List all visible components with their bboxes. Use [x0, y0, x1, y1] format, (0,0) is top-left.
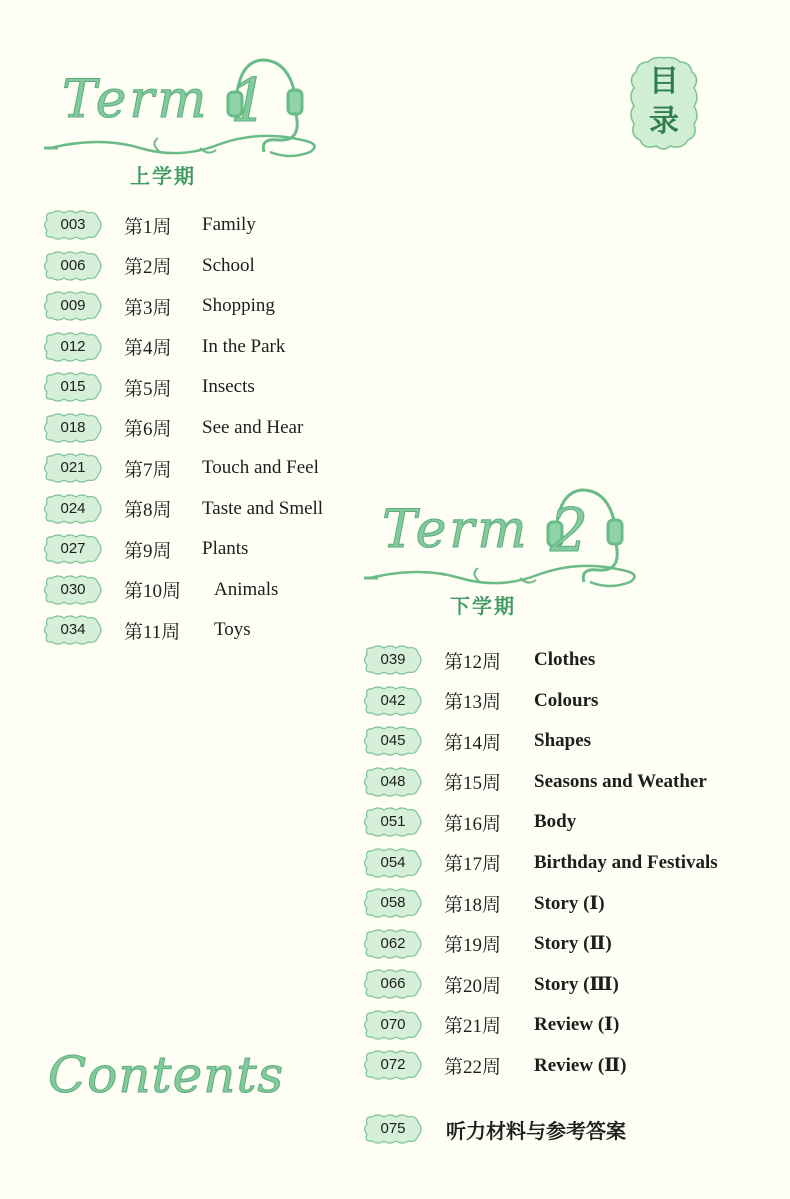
toc-item[interactable] [44, 327, 323, 368]
page-badge [364, 807, 422, 837]
page-number: 048 [380, 772, 406, 790]
unit-title: Story (Ⅰ) [534, 892, 605, 914]
term2-header [360, 482, 660, 632]
unit-title: In the Park [202, 335, 286, 357]
unit-title: Animals [214, 578, 279, 600]
page-badge [44, 291, 102, 321]
toc-item[interactable] [364, 843, 718, 884]
term1-header [40, 52, 340, 202]
unit-title: Toys [214, 619, 251, 641]
week-label: 第7周 [124, 459, 172, 481]
page-number: 018 [60, 418, 86, 436]
unit-title: Insects [202, 376, 255, 398]
week-label: 第5周 [124, 378, 172, 400]
page-badge [44, 251, 102, 281]
page-number: 039 [380, 651, 406, 669]
mulu-badge [630, 56, 698, 150]
toc-item[interactable] [364, 883, 718, 924]
week-label: 第21周 [444, 1016, 502, 1038]
week-label: 第12周 [444, 651, 502, 673]
unit-title: Family [202, 214, 256, 236]
page-badge [364, 767, 422, 797]
week-label: 第13周 [444, 692, 502, 714]
toc-item[interactable] [364, 721, 718, 762]
page-number: 075 [380, 1120, 406, 1137]
term1-subtitle: 上学期 [130, 164, 196, 188]
toc-item[interactable] [364, 681, 718, 722]
page-badge [44, 534, 102, 564]
answers-title: 听力材料与参考答案 [446, 1120, 626, 1143]
toc-item[interactable] [44, 246, 323, 287]
week-label: 第10周 [124, 581, 182, 603]
toc-item[interactable] [44, 286, 323, 327]
page-number: 009 [60, 297, 86, 315]
page-badge [44, 453, 102, 483]
term1-toc-list [44, 205, 323, 651]
page-number: 072 [380, 1056, 406, 1074]
mulu-label [630, 62, 698, 142]
page-badge [44, 413, 102, 443]
unit-title: Shopping [202, 295, 275, 317]
page-number: 062 [380, 934, 406, 952]
week-label: 第20周 [444, 975, 502, 997]
toc-item[interactable] [364, 1005, 718, 1046]
contents-word: Contents [48, 1046, 285, 1104]
unit-title: Plants [202, 538, 249, 560]
page-number: 027 [60, 540, 86, 558]
page-badge [44, 332, 102, 362]
toc-item[interactable] [44, 448, 323, 489]
toc-item[interactable] [44, 570, 323, 611]
week-label: 第4周 [124, 338, 172, 360]
unit-title: Body [534, 811, 577, 833]
unit-title: Birthday and Festivals [534, 851, 718, 873]
toc-item[interactable] [44, 205, 323, 246]
week-label: 第1周 [124, 216, 172, 238]
unit-title: School [202, 254, 255, 276]
toc-item[interactable] [364, 762, 718, 803]
term2-toc-list [364, 640, 718, 1086]
toc-item[interactable] [364, 924, 718, 965]
term1-number: 1 [230, 66, 269, 136]
page-number: 030 [60, 580, 86, 598]
unit-title: See and Hear [202, 416, 304, 438]
page-badge [364, 686, 422, 716]
page-number: 054 [380, 853, 406, 871]
week-label: 第15周 [444, 773, 502, 795]
week-label: 第8周 [124, 500, 172, 522]
page-number: 024 [60, 499, 86, 517]
page-number: 066 [380, 975, 406, 993]
page-number: 045 [380, 732, 406, 750]
week-label: 第18周 [444, 894, 502, 916]
week-label: 第16周 [444, 813, 502, 835]
toc-item[interactable] [364, 802, 718, 843]
page-badge [364, 726, 422, 756]
page-number: 003 [60, 216, 86, 234]
unit-title: Touch and Feel [202, 457, 319, 479]
term2-subtitle: 下学期 [450, 594, 516, 618]
toc-item[interactable] [364, 640, 718, 681]
page-badge [364, 888, 422, 918]
page-badge [364, 929, 422, 959]
toc-item[interactable] [364, 964, 718, 1005]
week-label: 第3周 [124, 297, 172, 319]
page-badge [364, 1050, 422, 1080]
toc-item[interactable] [364, 1045, 718, 1086]
toc-item[interactable] [44, 367, 323, 408]
page-number: 021 [60, 459, 86, 477]
week-label: 第9周 [124, 540, 172, 562]
week-label: 第17周 [444, 854, 502, 876]
page-number: 058 [380, 894, 406, 912]
page-number: 015 [60, 378, 86, 396]
page-badge [364, 645, 422, 675]
term2-number: 2 [550, 496, 589, 566]
mulu-bottom-char: 录 [649, 104, 679, 139]
answers-entry[interactable] [364, 1114, 626, 1144]
unit-title: Story (Ⅱ) [534, 933, 612, 955]
week-label: 第19周 [444, 935, 502, 957]
toc-item[interactable] [44, 610, 323, 651]
page-badge [44, 575, 102, 605]
unit-title: Review (Ⅱ) [534, 1054, 627, 1076]
page-badge [364, 1114, 422, 1144]
term2-word: Term [382, 500, 530, 560]
page-number: 070 [380, 1015, 406, 1033]
unit-title: Taste and Smell [202, 497, 324, 519]
page-number: 042 [380, 691, 406, 709]
unit-title: Story (Ⅲ) [534, 973, 619, 995]
toc-item[interactable] [44, 489, 323, 530]
unit-title: Shapes [534, 730, 592, 752]
page-badge [44, 615, 102, 645]
page-number: 006 [60, 256, 86, 274]
page-badge [364, 1010, 422, 1040]
page-number: 012 [60, 337, 86, 355]
mulu-top-char: 目 [649, 64, 679, 99]
week-label: 第2周 [124, 257, 172, 279]
week-label: 第14周 [444, 732, 502, 754]
page-number: 034 [60, 621, 86, 639]
page-badge [44, 494, 102, 524]
week-label: 第11周 [124, 621, 181, 643]
unit-title: Seasons and Weather [534, 770, 707, 792]
week-label: 第22周 [444, 1056, 502, 1078]
page-badge [44, 210, 102, 240]
unit-title: Colours [534, 689, 599, 711]
page-number: 051 [380, 813, 406, 831]
toc-item[interactable] [44, 529, 323, 570]
toc-item[interactable] [44, 408, 323, 449]
unit-title: Clothes [534, 649, 596, 671]
page-badge [364, 969, 422, 999]
week-label: 第6周 [124, 419, 172, 441]
page-badge [44, 372, 102, 402]
page-badge [364, 848, 422, 878]
unit-title: Review (Ⅰ) [534, 1014, 620, 1036]
term1-word: Term [62, 70, 210, 130]
